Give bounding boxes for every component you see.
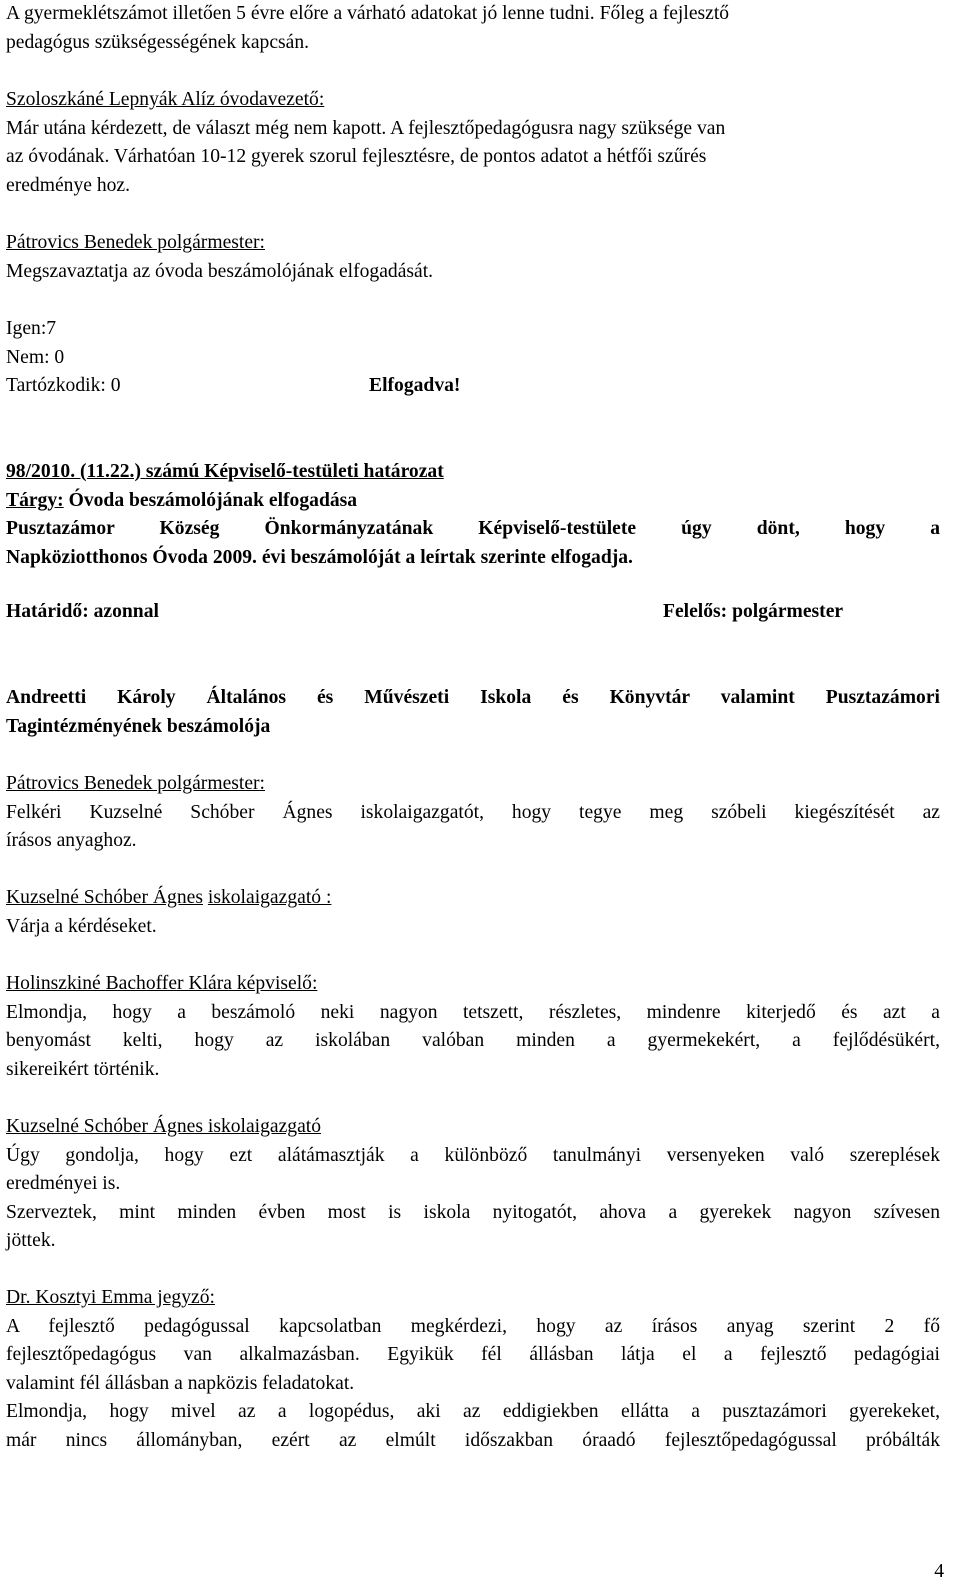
text-line: pedagógus szükségességének kapcsán. [6,31,310,53]
subject-text: Óvoda beszámolójának elfogadása [63,489,358,511]
resolution-block [6,458,940,572]
text-line: Elmondja, hogy a beszámoló neki nagyon tetszett, részletes, mindenre kiterjedő és azt a [6,1001,940,1023]
speaker-name: Pátrovics Benedek polgármester: [6,232,265,253]
vote-abstain: Tartózkodik: 0 [6,375,121,397]
resolution-deadline: Határidő: azonnal [6,601,159,622]
text-line: Tagintézményének beszámolója [6,715,271,737]
vote-no: Nem: 0 [6,346,65,368]
text-line: Pusztazámor Község Önkormányzatának Képviselő-testülete úgy dönt, hogy a [6,518,940,540]
text-line: A fejlesztő pedagógussal kapcsolatban megkérdezi, hogy az írásos anyag szerint 2 fő [6,1315,940,1337]
text-line: Várja a kérdéseket. [6,915,157,937]
text-line: Elmondja, hogy mivel az a logopédus, aki az eddigiekben ellátta a pusztazámori gyerekeket, [6,1401,940,1423]
text-line: Felkéri Kuzselné Schóber Ágnes iskolaigazgatót, hogy tegye meg szóbeli kiegészítését az [6,801,940,823]
resolution-responsible: Felelős: polgármester [663,601,844,622]
text-line: eredményei is. [6,1173,121,1195]
statement-kindergarten-head [6,86,940,200]
text-line: valamint fél állásban a napközis feladatokat. [6,1372,355,1394]
text-line: Napköziotthonos Óvoda 2009. évi beszámolóját a leírtak szerinte elfogadja. [6,546,633,568]
text-line: már nincs állományban, ezért az elmúlt időszakban óraadó fejlesztőpedagógussal próbálták [6,1429,940,1451]
paragraph-child-count [6,0,940,57]
text-line: Megszavaztatja az óvoda beszámolójának elfogadását. [6,260,434,282]
speaker-name [6,884,940,913]
text-line: fejlesztőpedagógus van alkalmazásban. Egyikük fél állásban látja el a fejlesztő pedagógiai [6,1344,940,1366]
section-heading [6,684,940,741]
statement-mayor-vote [6,229,940,286]
speaker-name: Pátrovics Benedek polgármester: [6,773,265,794]
statement-principal [6,1113,940,1256]
vote-yes: Igen:7 [6,318,57,339]
text-line: eredménye hoz. [6,174,131,196]
statement-principal-questions [6,884,940,941]
text-line: az óvodának. Várhatóan 10-12 gyerek szorul fejlesztésre, de pontos adatot a hétfői szűrés [6,146,707,168]
speaker-name: Holinszkiné Bachoffer Klára képviselő: [6,973,318,994]
speaker-name: Szoloszkáné Lepnyák Alíz óvodavezető: [6,89,325,110]
statement-notary [6,1284,940,1456]
text-line: jöttek. [6,1230,56,1252]
text-line: Andreetti Károly Általános és Művészeti Iskola és Könyvtár valamint Pusztazámori [6,687,940,708]
statement-representative [6,970,940,1084]
text-line: Úgy gondolja, hogy ezt alátámasztják a különböző tanulmányi versenyeken való szereplések [6,1144,940,1166]
resolution-subject [6,487,940,516]
text-line: A gyermeklétszámot illetően 5 évre előre a várható adatokat jó lenne tudni. Főleg a fejlesztő [6,3,730,24]
speaker-name: Kuzselné Schóber Ágnes iskolaigazgató [6,1116,322,1137]
text-line: sikereikért történik. [6,1058,160,1080]
text-line: írásos anyaghoz. [6,830,137,852]
resolution-title: 98/2010. (11.22.) számú Képviselő-testületi határozat [6,461,444,482]
text-line: Már utána kérdezett, de választ még nem kapott. A fejlesztőpedagógusra nagy szüksége van [6,117,726,139]
speaker-name: Dr. Kosztyi Emma jegyző: [6,1287,215,1308]
text-line: benyomást kelti, hogy az iskolában valóban minden a gyermekekért, a fejlődésükért, [6,1030,940,1052]
vote-outcome: Elfogadva! [369,375,461,396]
page-number: 4 [934,1561,944,1582]
statement-mayor-request [6,770,940,856]
subject-label: Tárgy: [6,489,64,511]
text-line: Szerveztek, mint minden évben most is iskola nyitogatót, ahova a gyerekek nagyon szívesen [6,1201,940,1223]
speaker-name-part: Kuzselné Schóber Ágnes [6,887,203,908]
speaker-role: iskolaigazgató : [207,887,332,908]
